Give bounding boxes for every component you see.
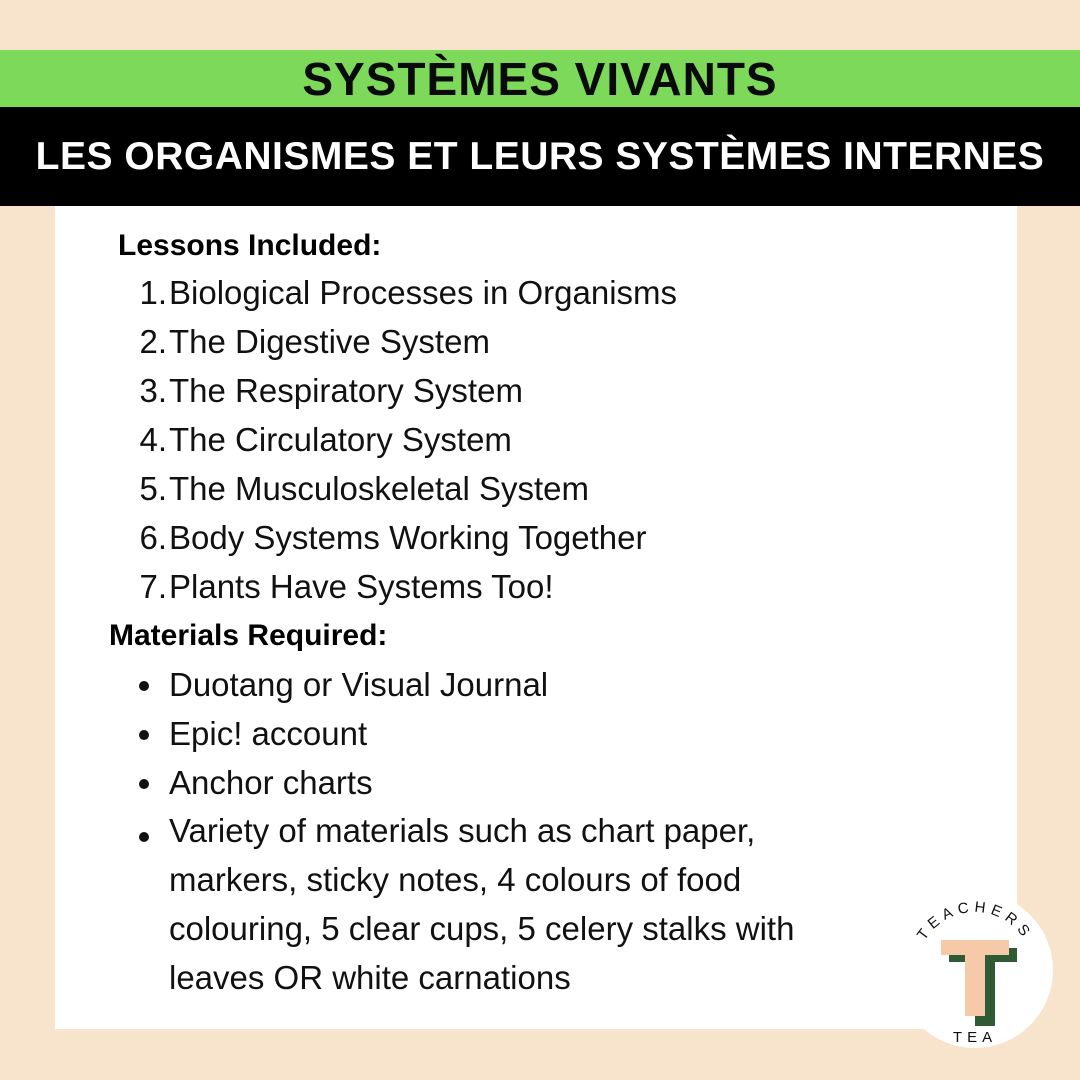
bullet-icon bbox=[139, 681, 149, 691]
list-text-line: Variety of materials such as chart paper, bbox=[169, 812, 756, 849]
list-item bbox=[55, 668, 955, 704]
bullet-icon bbox=[139, 832, 149, 842]
list-text: Body Systems Working Together bbox=[169, 519, 647, 556]
subtitle-banner bbox=[0, 107, 1080, 206]
list-number: 3. bbox=[139, 372, 167, 409]
content-card bbox=[55, 206, 1017, 1029]
lessons-heading: Lessons Included: bbox=[118, 229, 382, 262]
bullet-icon bbox=[139, 779, 149, 789]
logo-icon bbox=[895, 890, 1055, 1050]
list-item bbox=[55, 717, 955, 753]
list-text: Duotang or Visual Journal bbox=[169, 666, 549, 703]
list-number: 5. bbox=[139, 470, 167, 507]
list-number: 1. bbox=[139, 274, 167, 311]
list-text: The Musculoskeletal System bbox=[169, 470, 589, 507]
page-title: SYSTÈMES VIVANTS bbox=[302, 52, 778, 105]
list-number: 7. bbox=[139, 568, 167, 605]
list-text-line: colouring, 5 clear cups, 5 celery stalks with bbox=[169, 910, 795, 947]
list-text: Plants Have Systems Too! bbox=[169, 568, 554, 605]
teachers-tea-logo bbox=[895, 890, 1055, 1050]
list-number: 6. bbox=[139, 519, 167, 556]
list-item bbox=[55, 802, 955, 1012]
bullet-icon bbox=[139, 730, 149, 740]
logo-bottom-text: TEA bbox=[952, 1029, 998, 1046]
list-text-line: leaves OR white carnations bbox=[169, 959, 571, 996]
list-number: 2. bbox=[139, 323, 167, 360]
page-subtitle: LES ORGANISMES ET LEURS SYSTÈMES INTERNES bbox=[35, 135, 1045, 178]
list-number: 4. bbox=[139, 421, 167, 458]
list-text: The Respiratory System bbox=[169, 372, 523, 409]
list-text: Biological Processes in Organisms bbox=[169, 274, 678, 311]
list-text: Epic! account bbox=[169, 715, 368, 752]
logo-top-text: TEACHERS bbox=[913, 898, 1037, 944]
list-text: The Digestive System bbox=[169, 323, 490, 360]
materials-heading: Materials Required: bbox=[109, 619, 388, 652]
list-text: The Circulatory System bbox=[169, 421, 512, 458]
title-banner bbox=[0, 50, 1080, 107]
list-text-line: markers, sticky notes, 4 colours of food bbox=[169, 861, 742, 898]
list-item bbox=[55, 766, 955, 802]
list-text: Anchor charts bbox=[169, 764, 373, 801]
